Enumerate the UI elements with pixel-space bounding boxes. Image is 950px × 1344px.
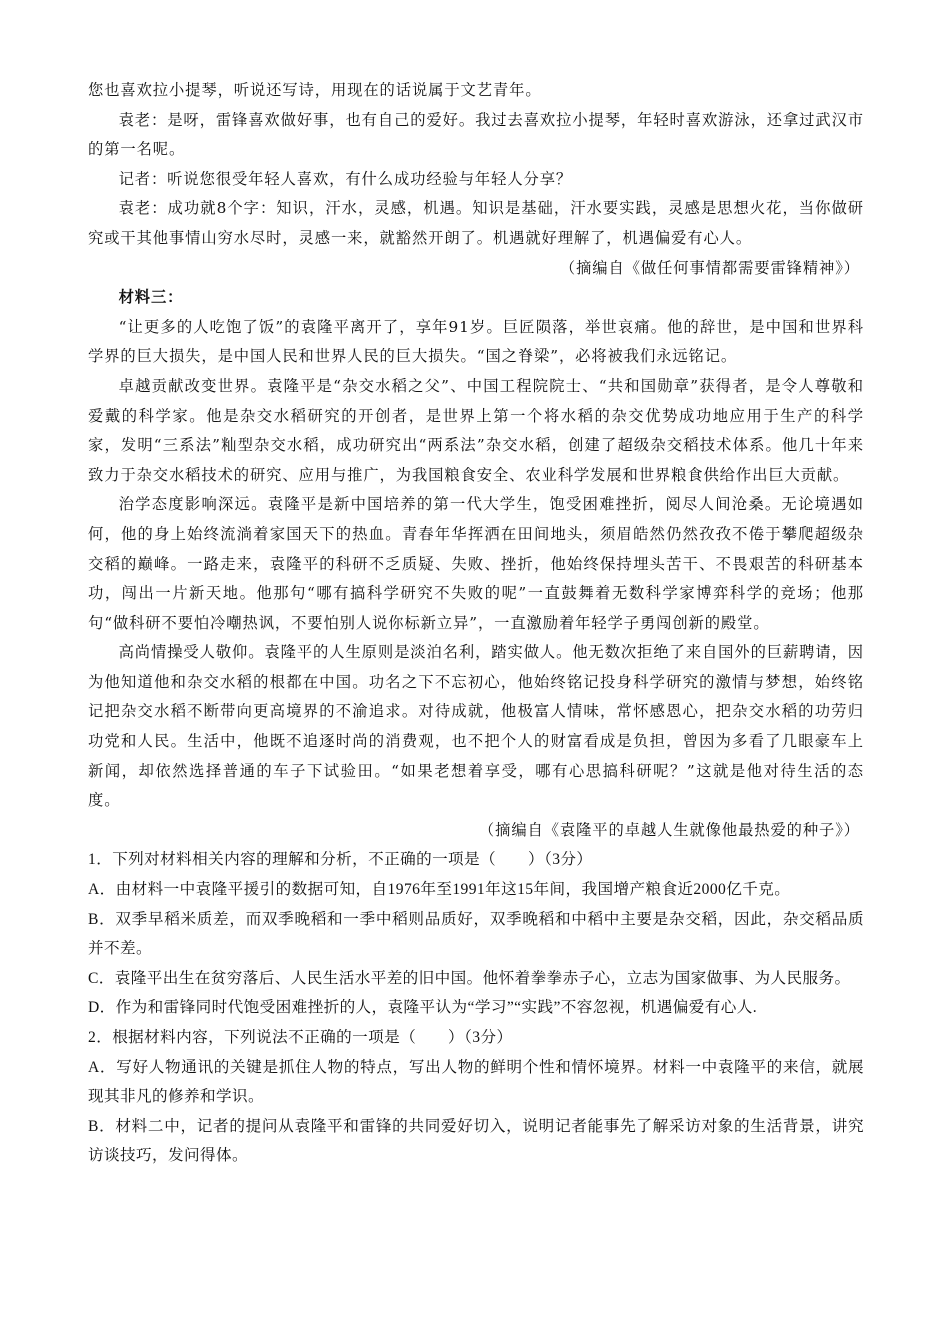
interview-line: 您也喜欢拉小提琴，听说还写诗，用现在的话说属于文艺青年。 xyxy=(88,81,542,99)
material-paragraph: 高尚情操受人敬仰。袁隆平的人生原则是淡泊名利，踏实做人。他无数次拒绝了来自国外的巨薪聘请，因为他知道他和杂交水稻的根都在中国。功名之下不忘初心，他始终铭记投身科学研究的激情与梦想，始终铭记把杂交水稻不断带向更高境界的不渝追求。对待成就，他极富人情味，常怀感恩心，把杂交水稻的功劳归功党和人民。生活中，他既不追逐时尚的消费观，也不把个人的财富看成是负担，曾因为多看了几眼豪车上新闻，却依然选择普通的车子下试验田。“如果老想着享受，哪有心思搞科研呢？”这就是他对待生活的态度。 xyxy=(88,643,864,810)
answer-option: B．材料二中，记者的提问从袁隆平和雷锋的共同爱好切入，说明记者能事先了解采访对象的生活背景，讲究访谈技巧，发问得体。 xyxy=(88,1117,864,1165)
answer-option: A．由材料一中袁隆平援引的数据可知，自1976年至1991年这15年间，我国增产粮食近2000亿千克。 xyxy=(88,881,791,899)
answer-option: A．写好人物通讯的关键是抓住人物的特点，写出人物的鲜明个性和情怀境界。材料一中袁隆平的来信，就展现其非凡的修养和学识。 xyxy=(88,1058,864,1106)
material-2-interview xyxy=(88,76,864,283)
material-3 xyxy=(88,283,864,845)
material-paragraph: 治学态度影响深远。袁隆平是新中国培养的第一代大学生，饱受困难挫折，阅尽人间沧桑。无论境遇如何，他的身上始终流淌着家国天下的热血。青春年华挥洒在田间地头，须眉皓然仍然孜孜不倦于攀爬超级杂交稻的巅峰。一路走来，袁隆平的科研不乏质疑、失败、挫折，他始终保持埋头苦干、不畏艰苦的科研基本功，闯出一片新天地。他那句“哪有搞科学研究不失败的呢”一直鼓舞着无数科学家博弈科学的竞场；他那句“做科研不要怕冷嘲热讽，不要怕别人说你标新立异”，一直激励着年轻学子勇闯创新的殿堂。 xyxy=(88,495,864,632)
question-stem: 1．下列对材料相关内容的理解和分析，不正确的一项是（ ）（3分） xyxy=(88,851,593,869)
interview-line: 袁老：是呀，雷锋喜欢做好事，也有自己的爱好。我过去喜欢拉小提琴，年轻时喜欢游泳，还拿过武汉市的第一名呢。 xyxy=(88,110,864,159)
answer-option: B．双季早稻米质差，而双季晚稻和一季中稻则品质好，双季晚稻和中稻中主要是杂交稻，因此，杂交稻品质并不差。 xyxy=(88,910,864,958)
source-citation: （摘编自《做任何事情都需要雷锋精神》） xyxy=(559,258,860,277)
material-paragraph: 卓越贡献改变世界。袁隆平是“杂交水稻之父”、中国工程院院士、“共和国勋章”获得者，是令人尊敬和爱戴的科学家。他是杂交水稻研究的开创者，是世界上第一个将水稻的杂交优势成功地应用于生产的科学家，发明“三系法”籼型杂交水稻，成功研究出“两系法”杂交水稻，创建了超级杂交稻技术体系。他几十年来致力于杂交水稻技术的研究、应用与推广，为我国粮食安全、农业科学发展和世界粮食供给作出巨大贡献。 xyxy=(88,376,864,484)
answer-option: D．作为和雷锋同时代饱受困难挫折的人，袁隆平认为“学习”“实践”不容忽视，机遇偏爱有心人. xyxy=(88,999,758,1017)
material-heading: 材料三： xyxy=(118,288,184,307)
question-stem: 2．根据材料内容，下列说法不正确的一项是（ ）（3分） xyxy=(88,1029,513,1046)
source-citation: （摘编自《袁隆平的卓越人生就像他最热爱的种子》） xyxy=(478,820,860,839)
questions-section xyxy=(88,845,864,1171)
interview-line: 记者：听说您很受年轻人喜欢，有什么成功经验与年轻人分享？ xyxy=(118,169,573,188)
interview-line: 袁老：成功就8个字：知识，汗水，灵感，机遇。知识是基础，汗水要实践，灵感是思想火花，当你做研究或干其他事情山穷水尽时，灵感一来，就豁然开朗了。机遇就好理解了，机遇偏爱有心人。 xyxy=(88,199,864,247)
material-paragraph: “让更多的人吃饱了饭”的袁隆平离开了，享年91岁。巨匠陨落，举世哀痛。他的辞世，是中国和世界科学界的巨大损失，是中国人民和世界人民的巨大损失。“国之脊梁”，必将被我们永远铭记。 xyxy=(88,317,864,366)
answer-option: C．袁隆平出生在贫穷落后、人民生活水平差的旧中国。他怀着拳拳赤子心，立志为国家做事、为人民服务。 xyxy=(88,969,851,987)
exam-page xyxy=(88,76,864,1171)
